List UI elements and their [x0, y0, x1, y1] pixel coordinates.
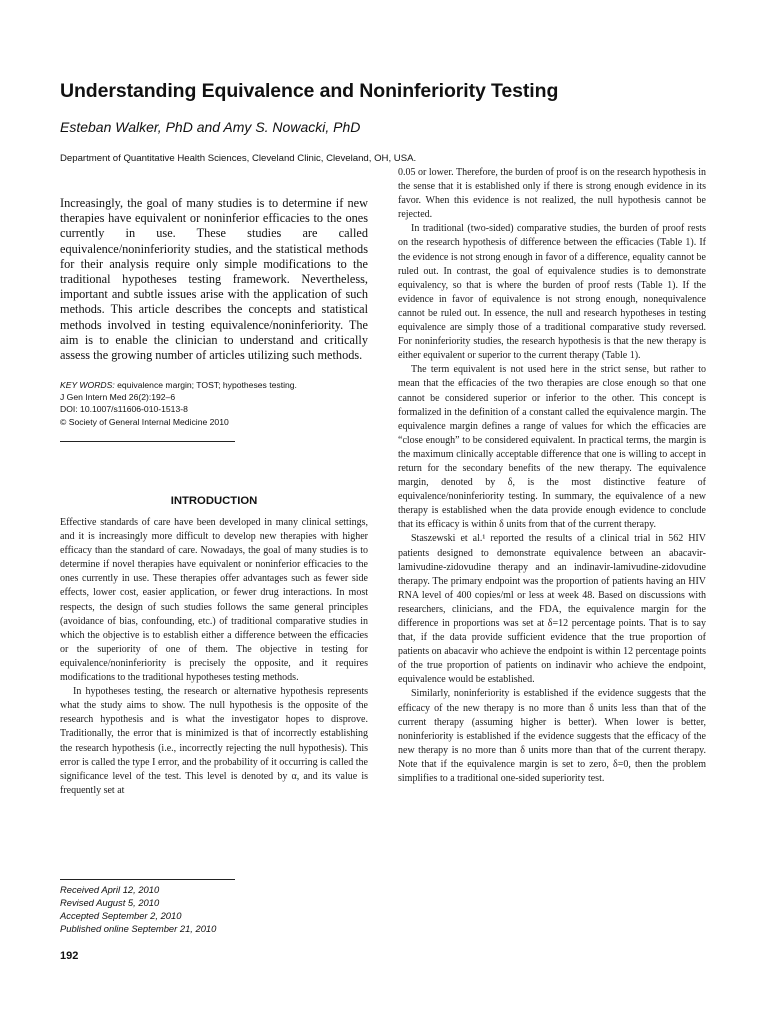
- copyright: © Society of General Internal Medicine 2010: [60, 416, 229, 427]
- meta-divider: [60, 441, 235, 442]
- paragraph: In hypotheses testing, the research or alternative hypothesis represents what the study aims to show. The null hypothesis is the opposite of the research hypothesis and is what the investigator hopes to disprove. Traditionally, the error that is minimized is that of incorrectly establishing the research hypothesis (i.e., incorrectly rejecting the null hypothesis). This error is called the type I error, and the probability of it occurring is called the significance level of the test. This level is denoted by α, and its value is frequently set at: [60, 686, 368, 796]
- body-column-left: [60, 516, 368, 798]
- affiliation: Department of Quantitative Health Sciences, Cleveland Clinic, Cleveland, OH, USA.: [60, 153, 417, 164]
- abstract: [60, 196, 368, 363]
- doi: DOI: 10.1007/s11606-010-1513-8: [60, 404, 188, 415]
- date-revised: Revised August 5, 2010: [60, 896, 160, 908]
- paragraph: Similarly, noninferiority is established if the evidence suggests that the efficacy of the new therapy is no more than δ units less than that of the current therapy (assuming higher is better). When lower is better, noninferiority is established if the evidence suggests that the efficacy of the new therapy is no more than δ units more than that of the current therapy. Note that if the equivalence margin is set to zero, δ=0, then the problem simplifies to a traditional one-sided superiority test.: [398, 688, 706, 785]
- date-accepted: Accepted September 2, 2010: [60, 909, 182, 921]
- date-received: Received April 12, 2010: [60, 884, 160, 895]
- date-published: Published online September 21, 2010: [60, 922, 217, 934]
- keywords-line: [60, 379, 368, 391]
- keywords-label: KEY WORDS:: [60, 380, 115, 390]
- dates-divider: [60, 879, 235, 880]
- article-meta: [60, 379, 368, 428]
- section-heading-introduction: INTRODUCTION: [170, 495, 258, 507]
- page-number: 192: [60, 950, 79, 962]
- article-dates: [60, 884, 216, 936]
- paragraph: The term equivalent is not used here in the strict sense, but rather to mean that the efficacies of the two therapies are close enough so that one cannot be considered superior or inferior to the other. This concept is formalized in the definition of a constant called the equivalence margin. The equivalence margin defines a range of values for which the efficacies are “close enough” to be considered equivalent. In practical terms, the margin is the maximum clinically acceptable difference that one is willing to accept in return for the secondary benefits of the new therapy. The equivalence margin, denoted by δ, is the most distinctive feature of equivalence/noninferiority testing. In summary, the equivalence of a new therapy is established when the data provide enough evidence to conclude that its efficacy is within δ units from that of the current therapy.: [398, 364, 706, 531]
- body-column-right: [398, 166, 706, 786]
- article-title: Understanding Equivalence and Noninferiority Testing: [60, 80, 559, 102]
- keywords: equivalence margin; TOST; hypotheses testing.: [117, 380, 297, 390]
- paragraph: In traditional (two-sided) comparative studies, the burden of proof rests on the research hypothesis of difference between the efficacies (Table 1). If the evidence is not strong enough in favor of a difference, equality cannot be ruled out. In contrast, the goal of equivalence studies is to demonstrate equivalency, so that is where the burden of proof rests (Table 1). If the evidence in favor of equivalence is not strong enough, nonequivalence cannot be ruled out. In essence, the null and research hypotheses in testing equivalence are simply those of a traditional comparative study reversed. For noninferiority studies, the research hypothesis is that the new therapy is either equivalent or superior to the current therapy (Table 1).: [398, 223, 706, 362]
- paragraph: Staszewski et al.¹ reported the results of a clinical trial in 562 HIV patients designed to demonstrate equivalence between an abacavir-lamivudine-zidovudine therapy and an indinavir-lamivudine-zidovudine therapy. The primary endpoint was the proportion of patients having an HIV RNA level of 400 copies/ml or less at week 48. Based on discussions with researchers, clinicians, and the FDA, the equivalence margin for the difference in proportions was set at δ=12 percentage points. That is to say that, if the data provide sufficient evidence that the true proportion of patients on abacavir who achieve the endpoint is within 12 percentage points of the true proportion of patients on indinavir who achieve the endpoint, equivalence would be established.: [398, 533, 706, 686]
- abstract-text: Increasingly, the goal of many studies is to determine if new therapies have equivalent or noninferior efficacies to the ones currently in use. These studies are called equivalence/noninferiority studies, and the statistical methods for their analysis require only simple modifications to the traditional hypotheses testing framework. Nevertheless, important and subtle issues arise with the application of such methods. This article describes the concepts and statistical methods involved in testing equivalence/noninferiority. The aim is to enable the clinician to understand and critically assess the growing number of articles utilizing such methods.: [60, 196, 368, 363]
- citation: J Gen Intern Med 26(2):192–6: [60, 392, 176, 403]
- authors: Esteban Walker, PhD and Amy S. Nowacki, PhD: [60, 119, 361, 135]
- paragraph: 0.05 or lower. Therefore, the burden of proof is on the research hypothesis in the sense that it is established only if there is strong enough evidence in its favor. When this evidence is not realized, the null hypothesis cannot be rejected.: [398, 167, 706, 221]
- paragraph: Effective standards of care have been developed in many clinical settings, and it is increasingly more difficult to develop new therapies with higher efficacy than the standard of care. Nowadays, the goal of many studies is to determine if novel therapies have equivalent or noninferior efficacies to the ones currently in use. These therapies offer advantages such as fewer side effects, lower cost, easier application, or fewer drug interactions. In most respects, the design of such studies follows the same general principles (avoidance of bias, confounding, etc.) of traditional comparative studies in which the objective is to establish either a difference between the efficacies or the superiority of one of them. The objective in testing for equivalence/noninferiority is precisely the opposite, and it requires modifications to the traditional hypotheses testing methods.: [60, 517, 368, 684]
